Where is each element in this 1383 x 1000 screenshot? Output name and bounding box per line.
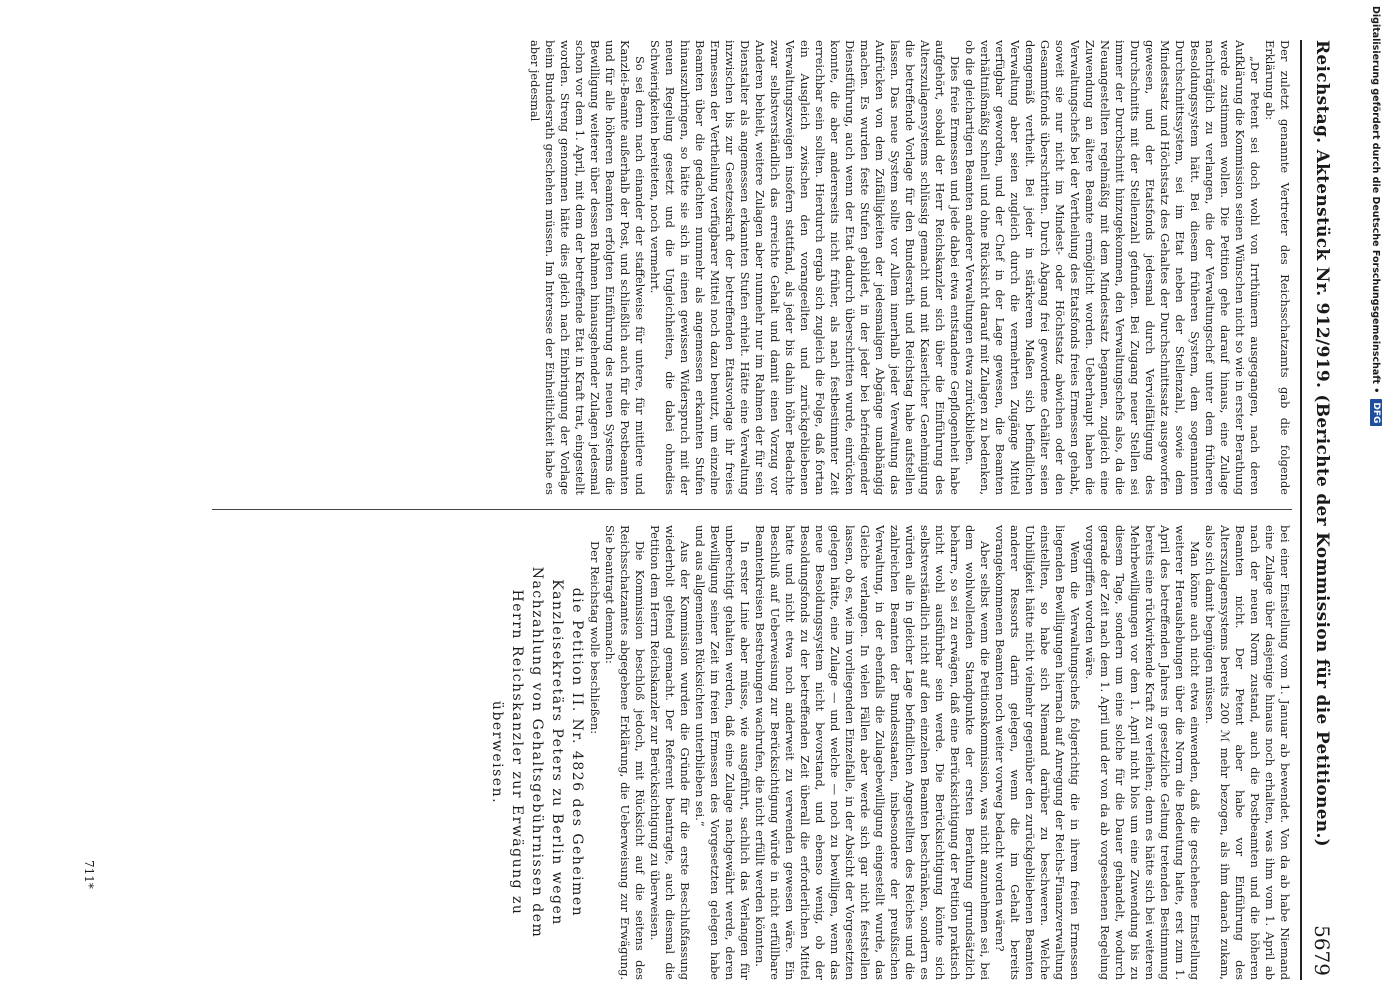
digitization-credit-text: Digitalisierung gefördert durch die Deutsche Forschungsgemeinschaft • bbox=[1370, 6, 1382, 394]
left-paragraph-discretion: Dies freie Ermessen und jede dabei etwa entstandene Gepflogenheit habe aufgehört, sobald der Herr Reichskanzler sich über die Einführung des Alterszulagensystems schlüssig gemacht und mit Kaiserlicher Genehmigung die betreffende Vorlage für den Bundesrath und Reichstag habe aufstellen lassen. Das neue System sollte vor Allem innerhalb jeder Verwaltung das Aufrücken von dem Zufälligkeiten der jedesmaligen Abgänge unabhängig machen. Es wurden feste Stufen gebildet, in der jeder bei befriedigender Dienstführung, auch wenn der Etat dadurch überschritten wurde, einrücken konnte, die aber andererseits nicht früher, als nach festbestimmter Zeit erreichbar sein sollten. Hierdurch ergab sich zugleich die Folge, daß fortan ein Ausgleich zwischen den vorangeeilten und zurückgebliebenen Verwaltungszweigen insofern stattfand, als jeder bis dahin höher Bedachte zwar selbstverständlich das erreichte Gehalt und damit einen Vorzug vor Anderen behielt, weitere Zulagen aber nunmehr nur im Rahmen der für sein Dienstalter als angemessen erkannten Stufen erhielt. Hätte eine Verwaltung inzwischen bis zur Gesetzeskraft der betreffenden Etatsvorlage ihr freies Ermessen der Vertheilung verfügbarer Mittel noch dazu benutzt, um einzelne Beamten über die gedachten nunmehr als angemessen erkannten Stufen hinauszubringen, so hätte sie sich in einen gewissen Widerspruch mit der neuen Regelung gesetzt und die Ungleichheiten, die dabei ohnedies Schwierigkeiten bereiteten, noch vermehrt. bbox=[648, 40, 962, 495]
right-paragraph-motion-intro: Der Reichstag wolle beschließen: bbox=[588, 541, 602, 735]
header-rule bbox=[1300, 40, 1302, 980]
dfg-logo: DFG bbox=[1370, 399, 1382, 426]
right-paragraph-continuation: bei einer Einstellung vom 1. Januar ab bewendet. Von da ab habe Niemand eine Zulage über dasjenige hinaus noch erhalten, was ihm vom 1. April ab nach der neuen Norm zustand, auch die Postbeamten und die höheren Beamten nicht. Der Petent aber habe vor Einführung des Alterszulagensystems bereits 200 ℳ mehr bezogen, als ihm danach zukam, also sich damit begnügen müssen. bbox=[1203, 525, 1292, 980]
left-paragraph-statement: „Der Petent sei doch wohl von Irrthümern ausgegangen, nach deren Aufklärung die Kommission seinen Wünschen nicht so wie in erster Berathung werde zustimmen wollen. Die Petition gehe darauf hinaus, eine Zulage nachträglich zu verlangen, die der Verwaltungschef unter dem früheren Besoldungssystem hätt. Bei diesem früheren System, dem sogenannten Durchschnittssystem, sei im Etat neben der Stellenzahl, sowie dem Mindestsatz und Höchstsatz des Gehaltes der Durchschnittssatz ausgeworfen gewesen, und der Etatsfonds jedesmal durch Vervielfältigung des Durchschnitts mit der Stellenzahl gefunden. Bei Zugang neuer Stellen sei immer der Durchschnitt hinzugekommen, den Verwaltungschefs also, da die Neuangestellten regelmäßig mit dem Mindestsatz begannen, zugleich eine Zuwendung an ältere Beamte ermöglicht worden. Ueberhaupt haben die Verwaltungschefs bei der Vertheilung des Etatsfonds freies Ermessen gehabt, soweit sie nur nicht im Mindest- oder Höchstsatz abwichen oder den Gesammtfonds überschritten. Durch Abgang frei gewordene Gehälter seien demgemäß vertheilt. Bei jeder in stärkerem Maßen sich befindlichen Verwaltung aber seien zugleich durch die vermehrten Zugänge Mittel verfügbar geworden, und der Chef in der Lage gewesen, die Beamten verhältnißmäßig schnell und ohne Rücksicht darauf mit Zulagen zu bedenken, ob die gleichartigen Beamten anderer Verwaltungen etwa zurückblieben. bbox=[963, 40, 1262, 495]
left-paragraph-intro: Der zuletzt genannte Vertreter des Reichsschatzamts gab die folgende Erklärung ab: bbox=[1263, 40, 1292, 495]
right-paragraph-first-line: In erster Linie aber müsse, wie ausgeführt, sachlich das Verlangen für unberechtigt gehalten werden, daß eine Zulage nachgewährt werde, deren Bewilligung seiner Zeit im freien Ermessen des Vorgesetzten gelegen habe und aus allgemeinen Rücksichten unterblieben sei.“ bbox=[693, 525, 752, 980]
rotated-document-page bbox=[74, 40, 1336, 980]
resolution-text: die Petition II. Nr. 4826 des Geheimen Kanzleisekretärs Peters zu Berlin wegen Nachzahlung von Gehaltsgebührnissen dem Herrn Reichskanzler zur Erwägung zu überweisen. bbox=[489, 566, 585, 939]
page-header bbox=[1304, 40, 1336, 980]
right-paragraph-objection: Man könne auch nicht etwa einwenden, daß die geschehene Einstellung weiterer Heraushebungen über die Norm die Bedeutung hatte, erst zum 1. April des betreffenden Jahres in gesetzliche Geltung tretenden Bestimmung bereits eine rückwirkende Kraft zu verleihen; denn es hätte sich bei weiteren Mehrbewilligungen vor dem 1. April nicht blos um eine Zuwendung bis zu diesem Tage, sondern um eine solche für die Dauer gehandelt, wodurch gerade der Zeit nach dem 1. April und der von da ab vorgesehenen Regelung vorgegriffen worden wäre. bbox=[1083, 525, 1202, 980]
right-paragraph-decision: Die Kommission beschloß jedoch, mit Rücksicht auf die seitens des Reichsschatzamtes abgegebene Erklärung, die Ueberweisung zur Erwägung. Sie beantragt demnach: bbox=[603, 525, 647, 980]
right-paragraph-commission: Aus der Kommission wurden die Gründe für die erste Beschlußfassung wiederholt geltend gemacht. Der Referent beantragte, auch diesmal die Petition dem Herrn Reichskanzler zur Berücksichtigung zu überweisen. bbox=[648, 525, 692, 980]
left-paragraph-introduction: So sei denn nach einander der staffelweise für untere, für mittlere und Kanzlei-Beamte außerhalb der Post, und schließlich auch für die Postbeamten und für alle höheren Beamten erfolgten Einführung des neuen Systems die Bewilligung weiterer über dessen Rahmen hinausgehender Zulagen jedesmal schon vor dem 1. April, mit dem der betreffende Etat in Kraft trat, eingestellt worden. Streng genommen hätte dies gleich nach Einbringung der Vorlage beim Bundesrath geschehen müssen. Im Interesse der Einheitlichkeit habe es aber jedesmal bbox=[528, 40, 647, 495]
column-divider bbox=[212, 509, 1292, 510]
right-paragraph-consequence: Wenn die Verwaltungschefs folgerichtig die in ihrem freien Ermessen liegenden Bewilligungen hiernach auf Anregung der Reichs-Finanzverwaltung einstellten, so habe sich Niemand darüber zu beschweren. Welche Unbilligkeit hätte nicht vielmehr gegenüber den zurückgebliebenen Beamten anderer Ressorts darin gelegen, wenn die im Gehalt bereits vorangekommenen Beamten noch weiter vorweg bedacht worden wären? bbox=[993, 525, 1082, 980]
page-number: 5679 bbox=[1310, 925, 1334, 976]
digitization-credit bbox=[1369, 6, 1383, 996]
left-column bbox=[92, 40, 1292, 495]
right-column bbox=[92, 525, 1292, 980]
page-header-title: Reichstag. Aktenstück Nr. 912/919. (Berichte der Kommission für die Petitionen.) bbox=[1312, 40, 1332, 848]
signature-mark: 711* bbox=[82, 860, 96, 889]
right-paragraph-practicality: Aber selbst wenn die Petitionskommission, was nicht anzunehmen sei, bei dem wohlwollenden Standpunkte der ersten Berathung grundsätzlich beharre, so sei zu erwägen, daß eine Berücksichtigung der Petition praktisch nicht wohl ausführbar sein werde. Die Berücksichtigung könnte sich selbstverständlich nicht auf den einzelnen Beamten beschränken, sondern es würden alle in gleicher Lage befindlichen Angestellten des Reiches und die zahlreichen Beamten der Bundesstaaten, insbesondere der preußischen Verwaltung, in der ebenfalls die Zulagebewilligung eingestellt wurde, das Gleiche verlangen. In vielen Fällen aber werde sich gar nicht feststellen lassen, ob es, wie im vorliegenden Einzelfalle, in der Absicht der Vorgesetzten gelegen hätte, eine Zulage — und welche — noch zu bewilligen, wenn das neue Besoldungssystem nicht bevorstand, und ebenso wenig, ob der Besoldungsfonds zu der betreffenden Zeit überall die erforderlichen Mittel hatte und nicht etwa noch anderweit zu verwenden gewesen wäre. Ein Beschluß auf Ueberweisung zur Berücksichtigung würde in nicht erfüllbare Beamtenkreisen Bestrebungen wachrufen, die nicht erfüllt werden könnten. bbox=[753, 525, 992, 980]
